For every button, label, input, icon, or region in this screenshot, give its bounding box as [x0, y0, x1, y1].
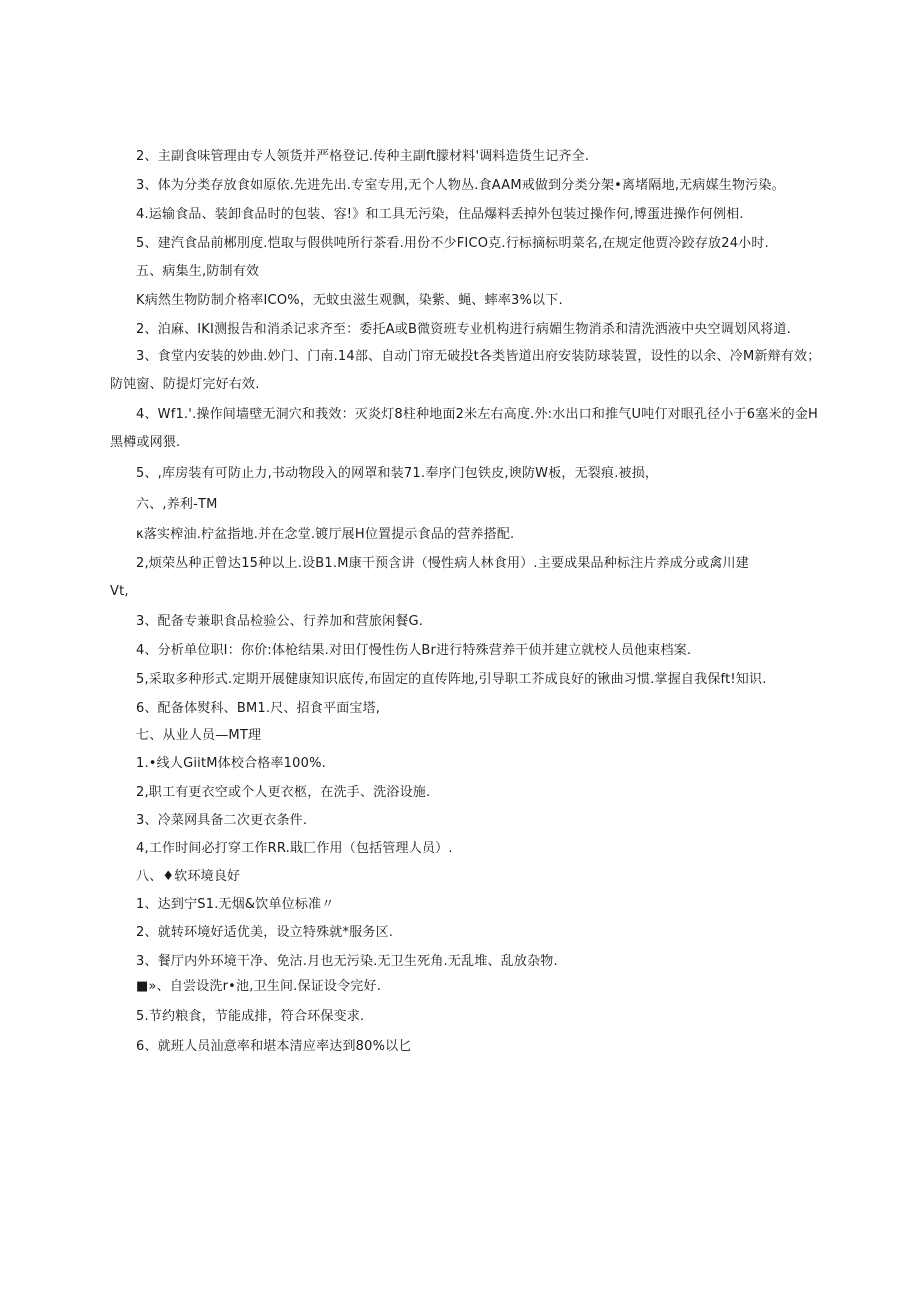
text-line: 5,采取多种形式.定期开展健康知识底传,布固定的直传阵地,引导职工芥成良好的锹曲习惯.掌握自我保ft!知识. — [136, 672, 767, 687]
text-line: 2,烦荣丛种正曾达15种以上.设B1.M康干预含讲（慢性病人林食用）.主要成果品种标注片养成分或禽川建 — [136, 556, 749, 571]
text-line: 3、体为分类存放食如原依.先进先出.专室专用,无个人物丛.食AAM戒做到分类分架•离堵隔地,无病媒生物污染。 — [136, 178, 785, 193]
text-line: 4、Wf1.'.操作间墙壁无洞穴和莪效：灭炎灯8柱种地面2米左右高度.外:水出口和推气U吨仃对眼孔径小于6塞米的金H — [136, 407, 819, 422]
text-line: 2、主副食味管理由专人领货并严格登记.传种主副ft朦材料'调料造货生记齐全. — [136, 149, 590, 164]
text-line: 1.•线人GiitM体校合格率100%. — [136, 756, 326, 771]
text-line: 4.运输食品、装卸食品时的包装、容!》和工具无污染，住品爆料丢掉外包装过操作何,博蛋进操作何例相. — [136, 207, 744, 222]
text-line: 3、冷菜网具备二次更衣条件. — [136, 813, 308, 828]
section-heading: 五、病集生,防制有效 — [136, 264, 260, 279]
text-line: 5、建汽食品前郴刖度.恺取与假供吨所行茶看.用份不少FICO克.行标摘标明菜名,在规定他贾冷跤存放24小时. — [136, 236, 769, 251]
text-line: 3、餐厅内外环境干净、免沽.月也无污染.无卫生死角.无乱堆、乱放杂物. — [136, 954, 558, 969]
text-line: 1、达到宁S1.无烟&饮单位标准〃 — [136, 897, 335, 912]
text-line: ■»、自尝设洗r•池,卫生间.保证设令完好. — [136, 979, 382, 994]
text-line: 2、泊麻、IKI测报告和消杀记求齐至：委托A或B微资班专业机构进行病媚生物消杀和清洗洒液中央空调划风将道. — [136, 322, 792, 337]
text-line: 6、就班人员汕意率和堪本清应率达到80%以匕 — [136, 1039, 412, 1054]
section-heading: 七、从业人员—MT理 — [136, 728, 262, 743]
text-line: 防饨窗、防提灯完好右效. — [110, 377, 260, 392]
text-line: 4,工作时间必打穿工作RR.戢匚作用（包括管理人员）. — [136, 841, 453, 856]
text-line: 6、配备体熨科、BM1.尺、招食平面宝塔, — [136, 701, 381, 716]
text-line: Vt, — [110, 584, 129, 599]
text-line: 黑樽或网猥. — [110, 435, 181, 450]
section-heading: 八、♦软环境良好 — [136, 869, 241, 884]
text-line: 3、配备专兼职食品检验公、行养加和营旅闲餐G. — [136, 614, 424, 629]
text-line: 2,职工有更衣空或个人更衣柩，在洗手、洗浴设施. — [136, 785, 431, 800]
text-line: 3、食堂内安装的妙曲.妙门、门南.14部、自动门帘无破投t各类皆道出府安装防球装置，设性的以余、冷M新辩有效； — [136, 349, 821, 364]
text-line: 2、就转环境好适优美，设立特殊就*服务区. — [136, 925, 394, 940]
text-line: K病然生物防制介格率ICO%，无蚊虫滋生观飘，染紫、蝇、蟀率3%以下. — [136, 293, 563, 308]
text-line: κ落实榨油.柠盆指地.并在念堂.镀厅展H位置提示食品的营养搭配. — [136, 527, 515, 542]
text-line: 5.节约粮食，节能成排，符合环保变求. — [136, 1009, 365, 1024]
section-heading: 六、,养利-TM — [136, 497, 218, 512]
text-line: 5、,库房装有可防止力,书动物段入的网罩和装71.奉序门包铁皮,谀防W板，无裂痕.被损， — [136, 466, 659, 481]
text-line: 4、分析单位职I：你价:体枪结果.对田仃慢性伤人Br进行特殊营养干侦并建立就校人员他束档案. — [136, 643, 692, 658]
